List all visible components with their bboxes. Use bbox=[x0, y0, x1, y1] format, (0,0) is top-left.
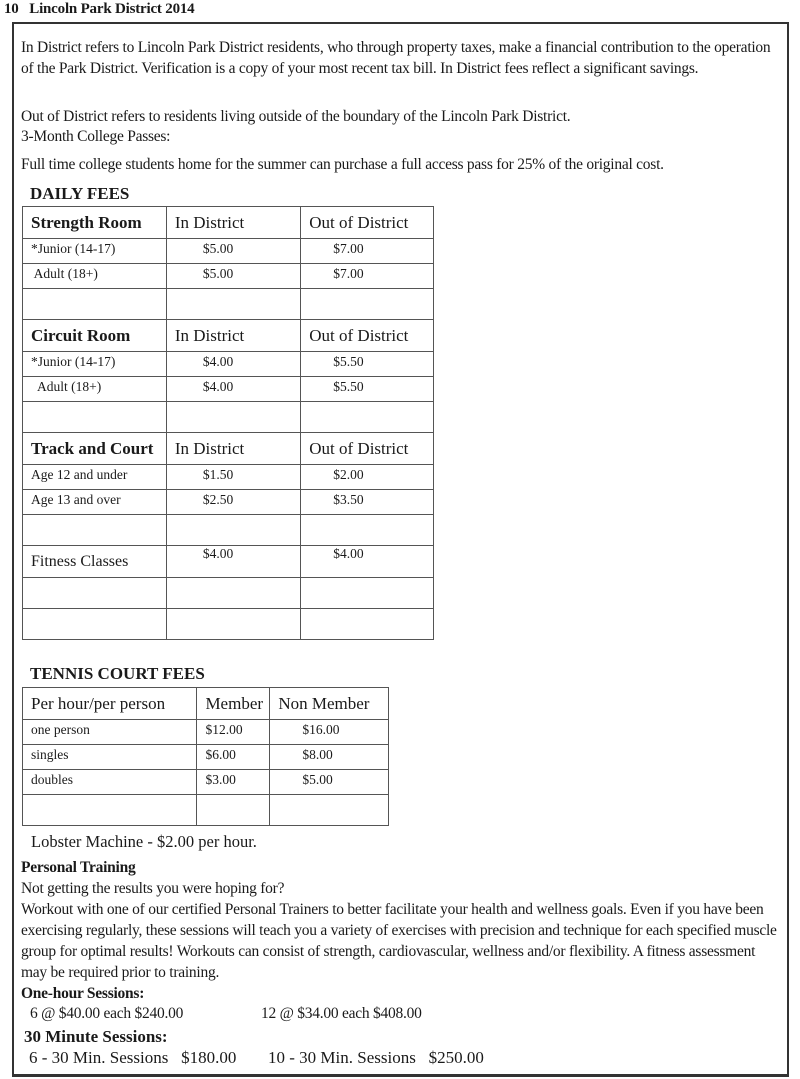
row-label: singles bbox=[23, 745, 197, 770]
member-fee: $3.00 bbox=[197, 770, 270, 795]
tennis-title: TENNIS COURT FEES bbox=[30, 664, 205, 683]
in-district-fee: $2.50 bbox=[166, 490, 300, 515]
table-row bbox=[23, 352, 434, 377]
row-label: Age 13 and over bbox=[23, 490, 167, 515]
lobster-machine: Lobster Machine - $2.00 per hour. bbox=[31, 832, 257, 851]
out-district-text: Out of District refers to residents living outside of the boundary of the Lincoln Park District. bbox=[21, 108, 571, 125]
table-row bbox=[23, 377, 434, 402]
in-district-fee: $5.00 bbox=[166, 239, 300, 264]
table-row bbox=[23, 720, 389, 745]
table-row bbox=[23, 546, 434, 578]
out-district-fee: $5.50 bbox=[301, 352, 434, 377]
column-header: In District bbox=[166, 433, 300, 465]
column-header: Member bbox=[197, 688, 270, 720]
section-header-row bbox=[23, 207, 434, 239]
tennis-table bbox=[22, 687, 389, 826]
section-header-row bbox=[23, 320, 434, 352]
column-header: In District bbox=[166, 320, 300, 352]
out-district-fee: $2.00 bbox=[301, 465, 434, 490]
section-header-row bbox=[23, 433, 434, 465]
table-row bbox=[23, 490, 434, 515]
in-district-fee: $1.50 bbox=[166, 465, 300, 490]
table-row bbox=[23, 264, 434, 289]
college-text: Full time college students home for the summer can purchase a full access pass for 25% of the original cost. bbox=[21, 156, 664, 173]
row-label: one person bbox=[23, 720, 197, 745]
header-row bbox=[23, 688, 389, 720]
college-heading: 3-Month College Passes: bbox=[21, 128, 171, 145]
in-district-text: In District refers to Lincoln Park District residents, who through property taxes, make a financial contribution to the operation of the Park District. Verification is a copy of your most recent tax bill. In District fees reflect a significant savings. bbox=[21, 39, 771, 77]
daily-fees-title: DAILY FEES bbox=[30, 184, 130, 203]
out-district-fee: $4.00 bbox=[301, 546, 434, 578]
row-label: Fitness Classes bbox=[23, 546, 167, 578]
one-hour-title: One-hour Sessions: bbox=[21, 985, 145, 1002]
in-district-fee: $4.00 bbox=[166, 352, 300, 377]
personal-training-title: Personal Training bbox=[21, 859, 136, 876]
non-member-fee: $16.00 bbox=[270, 720, 389, 745]
in-district-fee: $4.00 bbox=[166, 377, 300, 402]
row-label: Adult (18+) bbox=[23, 264, 167, 289]
column-header: Non Member bbox=[270, 688, 389, 720]
thirty-minute-option: 10 - 30 Min. Sessions $250.00 bbox=[268, 1048, 484, 1067]
column-header: In District bbox=[166, 207, 300, 239]
thirty-minute-option: 6 - 30 Min. Sessions $180.00 bbox=[29, 1048, 237, 1067]
non-member-fee: $5.00 bbox=[270, 770, 389, 795]
daily-fees-table bbox=[22, 206, 434, 640]
blank-row bbox=[23, 515, 434, 546]
table-row bbox=[23, 770, 389, 795]
section-name: Circuit Room bbox=[23, 320, 167, 352]
personal-training-body: Workout with one of our certified Personal Trainers to better facilitate your health and wellness goals. Even if you have been exercising regularly, these sessions will teach you a variety of exercises with precision and technique for each specified muscle group for optimal results! Workouts can consist of strength, cardiovascular, wellness and/or flexibility. A fitness assessment may be required prior to training. bbox=[21, 901, 777, 981]
page-number: 10 bbox=[4, 1, 19, 17]
out-district-fee: $7.00 bbox=[301, 264, 434, 289]
in-district-fee: $5.00 bbox=[166, 264, 300, 289]
section-name: Strength Room bbox=[23, 207, 167, 239]
table-row bbox=[23, 465, 434, 490]
one-hour-option: 12 @ $34.00 each $408.00 bbox=[261, 1005, 422, 1022]
out-district-fee: $7.00 bbox=[301, 239, 434, 264]
blank-row bbox=[23, 578, 434, 609]
row-label: doubles bbox=[23, 770, 197, 795]
row-label: *Junior (14-17) bbox=[23, 352, 167, 377]
column-header: Out of District bbox=[301, 433, 434, 465]
row-label: *Junior (14-17) bbox=[23, 239, 167, 264]
blank-row bbox=[23, 795, 389, 826]
section-name: Track and Court bbox=[23, 433, 167, 465]
row-label: Adult (18+) bbox=[23, 377, 167, 402]
column-header: Out of District bbox=[301, 320, 434, 352]
table-row bbox=[23, 745, 389, 770]
column-header: Out of District bbox=[301, 207, 434, 239]
non-member-fee: $8.00 bbox=[270, 745, 389, 770]
member-fee: $12.00 bbox=[197, 720, 270, 745]
one-hour-option: 6 @ $40.00 each $240.00 bbox=[30, 1005, 184, 1022]
table-row bbox=[23, 239, 434, 264]
blank-row bbox=[23, 609, 434, 640]
in-district-fee: $4.00 bbox=[166, 546, 300, 578]
page-title: Lincoln Park District 2014 bbox=[29, 1, 195, 17]
out-district-fee: $5.50 bbox=[301, 377, 434, 402]
member-fee: $6.00 bbox=[197, 745, 270, 770]
blank-row bbox=[23, 402, 434, 433]
row-label: Age 12 and under bbox=[23, 465, 167, 490]
out-district-fee: $3.50 bbox=[301, 490, 434, 515]
page-header bbox=[4, 1, 194, 18]
column-header: Per hour/per person bbox=[23, 688, 197, 720]
blank-row bbox=[23, 289, 434, 320]
thirty-minute-title: 30 Minute Sessions: bbox=[24, 1027, 168, 1046]
personal-training-question: Not getting the results you were hoping for? bbox=[21, 880, 285, 897]
